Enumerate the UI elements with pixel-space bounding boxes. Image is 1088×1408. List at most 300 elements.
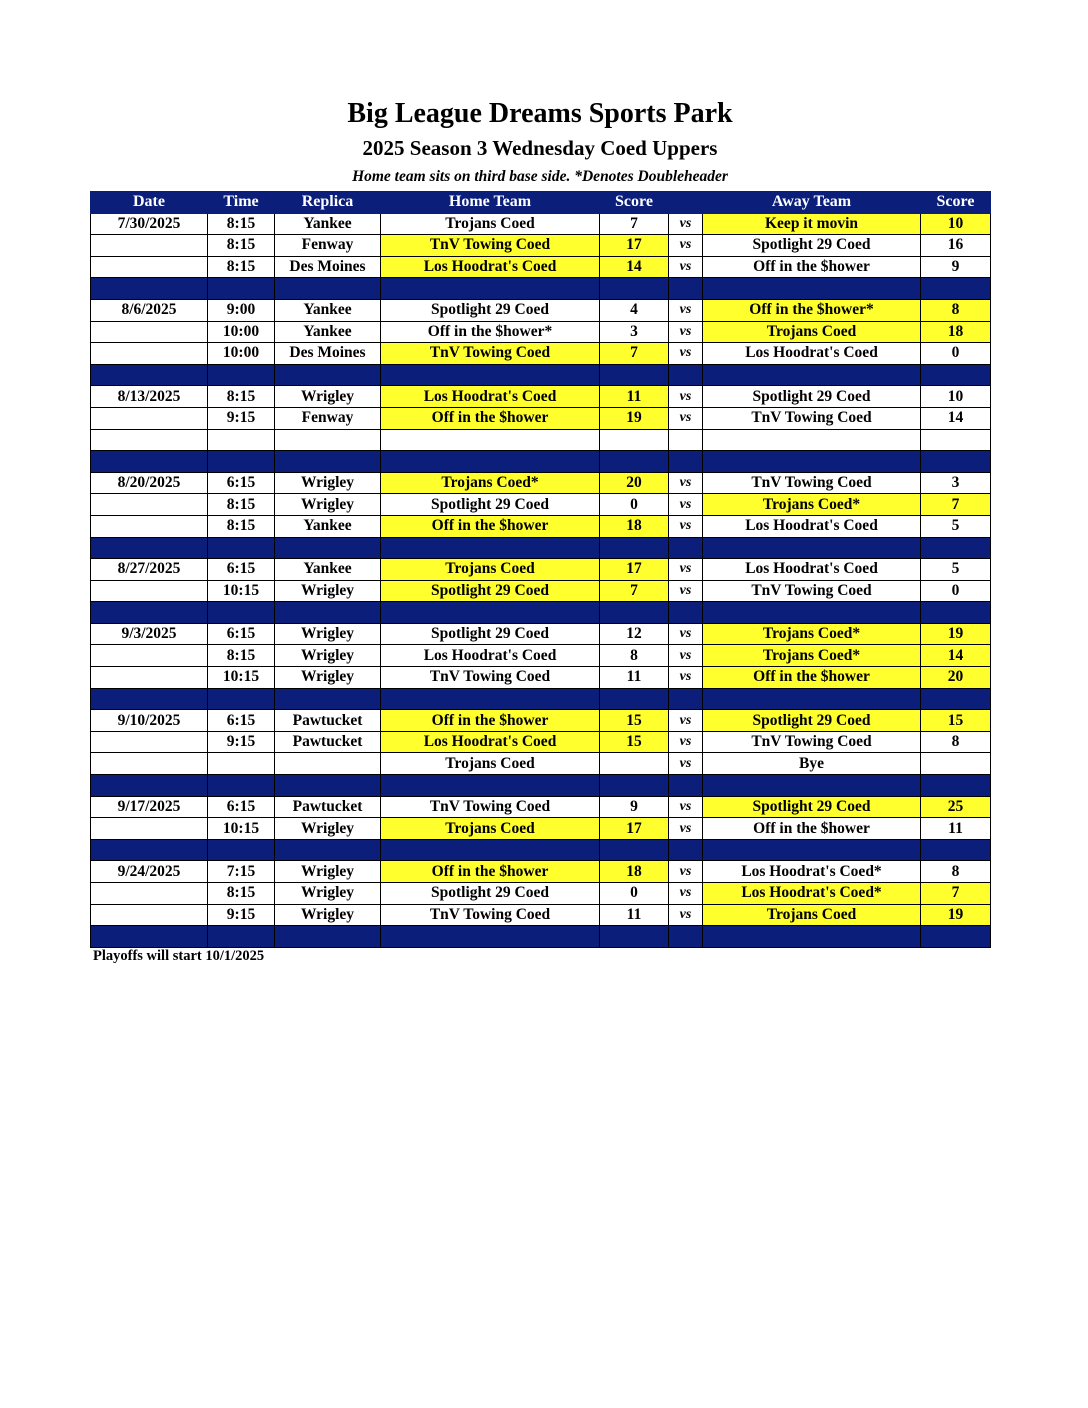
away-score-cell: 5 xyxy=(921,515,991,537)
replica-cell: Wrigley xyxy=(275,861,381,883)
away-team-cell: Off in the $hower xyxy=(703,667,921,689)
away-team-cell: Trojans Coed* xyxy=(703,645,921,667)
away-team-cell: Trojans Coed xyxy=(703,321,921,343)
page-title: Big League Dreams Sports Park xyxy=(347,98,733,129)
away-team-cell: Trojans Coed* xyxy=(703,623,921,645)
game-row xyxy=(91,796,991,818)
time-cell: 8:15 xyxy=(208,256,275,278)
date-cell xyxy=(91,818,208,840)
separator-cell xyxy=(600,688,669,710)
away-score-cell: 20 xyxy=(921,667,991,689)
replica-cell: Fenway xyxy=(275,235,381,257)
home-score-cell xyxy=(600,429,669,451)
date-cell: 9/24/2025 xyxy=(91,861,208,883)
separator-cell xyxy=(600,278,669,300)
away-score-cell: 14 xyxy=(921,407,991,429)
away-score-cell: 8 xyxy=(921,299,991,321)
time-cell xyxy=(208,429,275,451)
separator-cell xyxy=(921,926,991,948)
time-cell: 9:15 xyxy=(208,904,275,926)
home-team-cell: Trojans Coed xyxy=(381,753,600,775)
home-score-cell: 7 xyxy=(600,580,669,602)
date-cell xyxy=(91,645,208,667)
date-cell xyxy=(91,904,208,926)
game-row xyxy=(91,580,991,602)
separator-cell xyxy=(381,602,600,624)
home-score-cell xyxy=(600,753,669,775)
away-team-cell: Spotlight 29 Coed xyxy=(703,796,921,818)
separator-row xyxy=(91,688,991,710)
home-score-cell: 0 xyxy=(600,494,669,516)
col-header-replica: Replica xyxy=(275,192,381,214)
separator-cell xyxy=(275,537,381,559)
separator-cell xyxy=(91,926,208,948)
separator-cell xyxy=(208,926,275,948)
time-cell: 7:15 xyxy=(208,861,275,883)
game-row xyxy=(91,515,991,537)
vs-cell: vs xyxy=(669,515,703,537)
separator-row xyxy=(91,364,991,386)
separator-cell xyxy=(600,926,669,948)
vs-cell: vs xyxy=(669,731,703,753)
game-row xyxy=(91,753,991,775)
away-team-cell: Off in the $hower xyxy=(703,818,921,840)
vs-cell: vs xyxy=(669,667,703,689)
separator-cell xyxy=(921,688,991,710)
away-team-cell: TnV Towing Coed xyxy=(703,731,921,753)
separator-cell xyxy=(669,278,703,300)
separator-cell xyxy=(208,451,275,473)
away-score-cell: 10 xyxy=(921,213,991,235)
home-team-cell: Spotlight 29 Coed xyxy=(381,494,600,516)
replica-cell xyxy=(275,753,381,775)
game-row xyxy=(91,407,991,429)
date-cell: 8/20/2025 xyxy=(91,472,208,494)
separator-cell xyxy=(669,775,703,797)
separator-row xyxy=(91,537,991,559)
home-score-cell: 3 xyxy=(600,321,669,343)
away-team-cell: Spotlight 29 Coed xyxy=(703,386,921,408)
separator-cell xyxy=(703,451,921,473)
separator-cell xyxy=(669,451,703,473)
home-team-cell: Los Hoodrat's Coed xyxy=(381,256,600,278)
home-score-cell: 4 xyxy=(600,299,669,321)
home-team-cell xyxy=(381,429,600,451)
separator-cell xyxy=(275,839,381,861)
game-row xyxy=(91,213,991,235)
separator-cell xyxy=(600,602,669,624)
separator-cell xyxy=(703,602,921,624)
time-cell: 9:15 xyxy=(208,407,275,429)
separator-cell xyxy=(275,451,381,473)
separator-cell xyxy=(381,775,600,797)
separator-cell xyxy=(91,278,208,300)
home-team-cell: Spotlight 29 Coed xyxy=(381,580,600,602)
separator-cell xyxy=(91,451,208,473)
home-score-cell: 18 xyxy=(600,515,669,537)
schedule-body xyxy=(91,213,991,947)
game-row xyxy=(91,883,991,905)
home-score-cell: 12 xyxy=(600,623,669,645)
separator-cell xyxy=(600,775,669,797)
time-cell: 10:00 xyxy=(208,343,275,365)
time-cell: 10:15 xyxy=(208,580,275,602)
date-cell xyxy=(91,256,208,278)
home-score-cell: 18 xyxy=(600,861,669,883)
date-cell: 9/10/2025 xyxy=(91,710,208,732)
separator-cell xyxy=(381,537,600,559)
separator-cell xyxy=(275,278,381,300)
playoffs-note: Playoffs will start 10/1/2025 xyxy=(93,948,265,964)
date-cell: 8/13/2025 xyxy=(91,386,208,408)
game-row xyxy=(91,386,991,408)
vs-cell: vs xyxy=(669,386,703,408)
date-cell xyxy=(91,429,208,451)
separator-cell xyxy=(703,926,921,948)
vs-cell xyxy=(669,429,703,451)
away-team-cell: Keep it movin xyxy=(703,213,921,235)
time-cell: 6:15 xyxy=(208,710,275,732)
separator-cell xyxy=(921,278,991,300)
game-row xyxy=(91,299,991,321)
separator-cell xyxy=(275,364,381,386)
date-cell xyxy=(91,883,208,905)
replica-cell: Pawtucket xyxy=(275,796,381,818)
vs-cell: vs xyxy=(669,472,703,494)
game-row xyxy=(91,494,991,516)
home-team-cell: Los Hoodrat's Coed xyxy=(381,386,600,408)
separator-cell xyxy=(600,451,669,473)
home-team-cell: Spotlight 29 Coed xyxy=(381,623,600,645)
away-score-cell xyxy=(921,429,991,451)
separator-cell xyxy=(669,602,703,624)
home-team-cell: TnV Towing Coed xyxy=(381,235,600,257)
header-row xyxy=(91,192,991,214)
replica-cell: Wrigley xyxy=(275,645,381,667)
game-row xyxy=(91,623,991,645)
vs-cell: vs xyxy=(669,710,703,732)
separator-cell xyxy=(600,839,669,861)
home-team-cell: TnV Towing Coed xyxy=(381,796,600,818)
home-score-cell: 11 xyxy=(600,667,669,689)
game-row xyxy=(91,710,991,732)
time-cell: 6:15 xyxy=(208,623,275,645)
home-team-cell: TnV Towing Coed xyxy=(381,667,600,689)
away-team-cell: Bye xyxy=(703,753,921,775)
separator-cell xyxy=(921,451,991,473)
replica-cell xyxy=(275,429,381,451)
vs-cell: vs xyxy=(669,343,703,365)
game-row xyxy=(91,645,991,667)
col-header-vs xyxy=(669,192,703,214)
date-cell xyxy=(91,407,208,429)
date-cell: 7/30/2025 xyxy=(91,213,208,235)
time-cell: 10:00 xyxy=(208,321,275,343)
home-score-cell: 9 xyxy=(600,796,669,818)
separator-cell xyxy=(208,839,275,861)
game-row xyxy=(91,256,991,278)
separator-cell xyxy=(208,775,275,797)
separator-cell xyxy=(703,775,921,797)
vs-cell: vs xyxy=(669,753,703,775)
home-team-cell: Los Hoodrat's Coed xyxy=(381,731,600,753)
away-score-cell: 15 xyxy=(921,710,991,732)
separator-cell xyxy=(669,926,703,948)
vs-cell: vs xyxy=(669,818,703,840)
replica-cell: Yankee xyxy=(275,321,381,343)
vs-cell: vs xyxy=(669,407,703,429)
separator-cell xyxy=(600,537,669,559)
away-team-cell: TnV Towing Coed xyxy=(703,407,921,429)
replica-cell: Wrigley xyxy=(275,904,381,926)
home-score-cell: 17 xyxy=(600,235,669,257)
game-row xyxy=(91,559,991,581)
away-score-cell: 11 xyxy=(921,818,991,840)
vs-cell: vs xyxy=(669,623,703,645)
home-team-cell: Trojans Coed xyxy=(381,818,600,840)
time-cell: 8:15 xyxy=(208,386,275,408)
separator-cell xyxy=(921,602,991,624)
replica-cell: Des Moines xyxy=(275,256,381,278)
away-score-cell: 5 xyxy=(921,559,991,581)
home-score-cell: 11 xyxy=(600,386,669,408)
date-cell: 9/17/2025 xyxy=(91,796,208,818)
away-team-cell: Trojans Coed xyxy=(703,904,921,926)
col-header-home-score: Score xyxy=(600,192,669,214)
home-team-cell: TnV Towing Coed xyxy=(381,904,600,926)
replica-cell: Yankee xyxy=(275,515,381,537)
home-team-cell: Trojans Coed xyxy=(381,559,600,581)
home-team-cell: Off in the $hower xyxy=(381,515,600,537)
away-team-cell: Los Hoodrat's Coed xyxy=(703,559,921,581)
date-cell: 8/6/2025 xyxy=(91,299,208,321)
separator-cell xyxy=(600,364,669,386)
col-header-date: Date xyxy=(91,192,208,214)
away-score-cell xyxy=(921,753,991,775)
game-row xyxy=(91,818,991,840)
separator-cell xyxy=(91,364,208,386)
date-cell xyxy=(91,321,208,343)
home-score-cell: 0 xyxy=(600,883,669,905)
separator-cell xyxy=(669,839,703,861)
away-score-cell: 16 xyxy=(921,235,991,257)
game-row xyxy=(91,235,991,257)
time-cell: 8:15 xyxy=(208,494,275,516)
time-cell: 8:15 xyxy=(208,515,275,537)
separator-cell xyxy=(91,537,208,559)
separator-row xyxy=(91,278,991,300)
separator-cell xyxy=(208,364,275,386)
replica-cell: Wrigley xyxy=(275,472,381,494)
separator-cell xyxy=(381,278,600,300)
game-row xyxy=(91,321,991,343)
date-cell xyxy=(91,515,208,537)
date-cell xyxy=(91,580,208,602)
separator-cell xyxy=(921,839,991,861)
away-team-cell: Los Hoodrat's Coed xyxy=(703,515,921,537)
separator-cell xyxy=(703,839,921,861)
separator-cell xyxy=(703,278,921,300)
vs-cell: vs xyxy=(669,256,703,278)
away-score-cell: 19 xyxy=(921,623,991,645)
separator-cell xyxy=(208,278,275,300)
home-team-cell: Off in the $hower xyxy=(381,861,600,883)
away-score-cell: 9 xyxy=(921,256,991,278)
separator-cell xyxy=(669,537,703,559)
away-score-cell: 18 xyxy=(921,321,991,343)
separator-cell xyxy=(91,688,208,710)
away-score-cell: 3 xyxy=(921,472,991,494)
game-row xyxy=(91,472,991,494)
time-cell: 8:15 xyxy=(208,235,275,257)
away-team-cell: TnV Towing Coed xyxy=(703,472,921,494)
home-team-cell: Off in the $hower xyxy=(381,710,600,732)
date-cell xyxy=(91,343,208,365)
home-score-cell: 14 xyxy=(600,256,669,278)
date-cell xyxy=(91,731,208,753)
home-score-cell: 7 xyxy=(600,343,669,365)
home-team-cell: Trojans Coed xyxy=(381,213,600,235)
replica-cell: Pawtucket xyxy=(275,710,381,732)
separator-cell xyxy=(275,775,381,797)
separator-row xyxy=(91,775,991,797)
replica-cell: Wrigley xyxy=(275,494,381,516)
replica-cell: Pawtucket xyxy=(275,731,381,753)
home-team-cell: Off in the $hower* xyxy=(381,321,600,343)
separator-cell xyxy=(91,775,208,797)
date-cell xyxy=(91,753,208,775)
separator-cell xyxy=(208,602,275,624)
home-team-cell: Off in the $hower xyxy=(381,407,600,429)
home-score-cell: 17 xyxy=(600,559,669,581)
away-score-cell: 7 xyxy=(921,494,991,516)
vs-cell: vs xyxy=(669,494,703,516)
separator-row xyxy=(91,839,991,861)
time-cell: 6:15 xyxy=(208,559,275,581)
away-score-cell: 8 xyxy=(921,861,991,883)
doubleheader-note: Home team sits on third base side. *Denotes Doubleheader xyxy=(352,168,728,185)
away-score-cell: 0 xyxy=(921,343,991,365)
vs-cell: vs xyxy=(669,559,703,581)
separator-cell xyxy=(208,688,275,710)
separator-cell xyxy=(669,364,703,386)
time-cell: 8:15 xyxy=(208,645,275,667)
col-header-time: Time xyxy=(208,192,275,214)
game-row xyxy=(91,731,991,753)
home-score-cell: 8 xyxy=(600,645,669,667)
replica-cell: Wrigley xyxy=(275,580,381,602)
away-score-cell: 19 xyxy=(921,904,991,926)
replica-cell: Wrigley xyxy=(275,386,381,408)
separator-row xyxy=(91,451,991,473)
separator-cell xyxy=(381,926,600,948)
vs-cell: vs xyxy=(669,213,703,235)
away-team-cell: Off in the $hower* xyxy=(703,299,921,321)
vs-cell: vs xyxy=(669,645,703,667)
separator-cell xyxy=(381,451,600,473)
vs-cell: vs xyxy=(669,861,703,883)
vs-cell: vs xyxy=(669,235,703,257)
replica-cell: Yankee xyxy=(275,299,381,321)
col-header-home-team: Home Team xyxy=(381,192,600,214)
separator-cell xyxy=(275,602,381,624)
away-team-cell xyxy=(703,429,921,451)
replica-cell: Wrigley xyxy=(275,883,381,905)
time-cell xyxy=(208,753,275,775)
replica-cell: Yankee xyxy=(275,559,381,581)
away-team-cell: Los Hoodrat's Coed* xyxy=(703,861,921,883)
game-row xyxy=(91,667,991,689)
away-score-cell: 7 xyxy=(921,883,991,905)
away-score-cell: 0 xyxy=(921,580,991,602)
home-score-cell: 15 xyxy=(600,710,669,732)
separator-cell xyxy=(381,839,600,861)
home-score-cell: 15 xyxy=(600,731,669,753)
date-cell xyxy=(91,667,208,689)
time-cell: 10:15 xyxy=(208,667,275,689)
away-team-cell: Off in the $hower xyxy=(703,256,921,278)
away-team-cell: Spotlight 29 Coed xyxy=(703,710,921,732)
home-score-cell: 7 xyxy=(600,213,669,235)
replica-cell: Fenway xyxy=(275,407,381,429)
time-cell: 9:00 xyxy=(208,299,275,321)
col-header-away-score: Score xyxy=(921,192,991,214)
home-team-cell: Spotlight 29 Coed xyxy=(381,883,600,905)
separator-cell xyxy=(91,602,208,624)
time-cell: 9:15 xyxy=(208,731,275,753)
away-team-cell: TnV Towing Coed xyxy=(703,580,921,602)
away-team-cell: Los Hoodrat's Coed* xyxy=(703,883,921,905)
separator-cell xyxy=(275,926,381,948)
game-row xyxy=(91,343,991,365)
replica-cell: Yankee xyxy=(275,213,381,235)
separator-cell xyxy=(921,537,991,559)
time-cell: 8:15 xyxy=(208,883,275,905)
separator-cell xyxy=(921,775,991,797)
home-score-cell: 20 xyxy=(600,472,669,494)
away-team-cell: Spotlight 29 Coed xyxy=(703,235,921,257)
home-team-cell: Spotlight 29 Coed xyxy=(381,299,600,321)
separator-cell xyxy=(921,364,991,386)
separator-row xyxy=(91,926,991,948)
away-team-cell: Los Hoodrat's Coed xyxy=(703,343,921,365)
home-team-cell: Los Hoodrat's Coed xyxy=(381,645,600,667)
date-cell xyxy=(91,494,208,516)
separator-cell xyxy=(381,364,600,386)
away-score-cell: 10 xyxy=(921,386,991,408)
vs-cell: vs xyxy=(669,321,703,343)
replica-cell: Des Moines xyxy=(275,343,381,365)
vs-cell: vs xyxy=(669,580,703,602)
time-cell: 6:15 xyxy=(208,472,275,494)
home-team-cell: Trojans Coed* xyxy=(381,472,600,494)
page-subtitle: 2025 Season 3 Wednesday Coed Uppers xyxy=(362,136,718,160)
away-score-cell: 14 xyxy=(921,645,991,667)
game-row xyxy=(91,904,991,926)
game-row xyxy=(91,429,991,451)
home-score-cell: 11 xyxy=(600,904,669,926)
home-score-cell: 19 xyxy=(600,407,669,429)
game-row xyxy=(91,861,991,883)
col-header-away-team: Away Team xyxy=(703,192,921,214)
home-score-cell: 17 xyxy=(600,818,669,840)
schedule-table xyxy=(90,191,991,948)
separator-cell xyxy=(91,839,208,861)
replica-cell: Wrigley xyxy=(275,667,381,689)
away-score-cell: 25 xyxy=(921,796,991,818)
separator-cell xyxy=(703,537,921,559)
replica-cell: Wrigley xyxy=(275,623,381,645)
